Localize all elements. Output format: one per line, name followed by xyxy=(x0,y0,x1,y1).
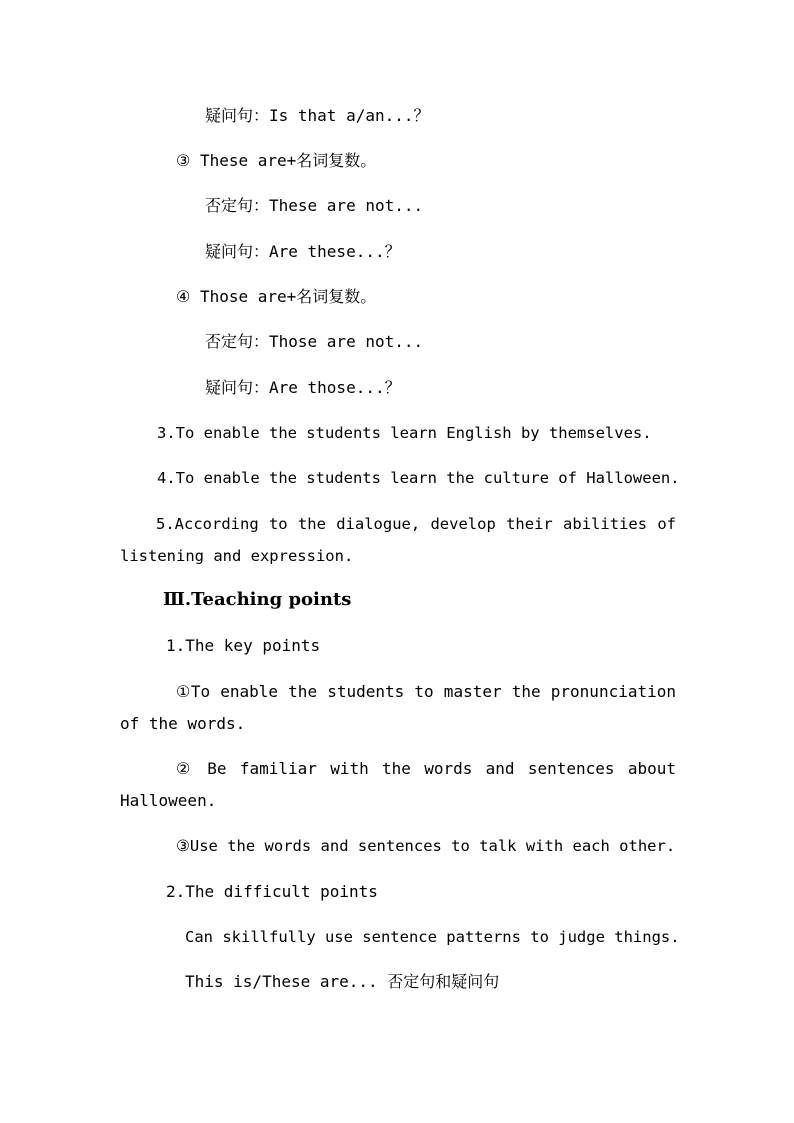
difficult-points-label: 2.The difficult points xyxy=(166,882,378,901)
rule-those-are: ④ Those are+名词复数。 xyxy=(176,287,377,306)
objective-3: 3.To enable the students learn English by themselves. xyxy=(157,424,652,442)
negative-form-these: 否定句：These are not... xyxy=(205,196,424,215)
question-form-these: 疑问句：Are these...？ xyxy=(205,242,401,261)
objective-4: 4.To enable the students learn the culture of Halloween. xyxy=(157,469,680,487)
rule-these-are: ③ These are+名词复数。 xyxy=(176,151,377,170)
key-point-1: ①To enable the students to master the pronunciation of the words. xyxy=(120,682,676,733)
key-point-2: ② Be familiar with the words and sentences about Halloween. xyxy=(120,759,676,810)
difficult-point-1: Can skillfully use sentence patterns to judge things. xyxy=(185,928,680,946)
section-heading-teaching-points: Ⅲ.Teaching points xyxy=(163,589,352,610)
question-form-those: 疑问句：Are those...？ xyxy=(205,378,401,397)
key-point-3: ③Use the words and sentences to talk with each other. xyxy=(176,837,676,855)
difficult-point-2: This is/These are... 否定句和疑问句 xyxy=(185,972,500,991)
objective-5: 5.According to the dialogue, develop their abilities of listening and expression. xyxy=(120,515,676,565)
negative-form-those: 否定句：Those are not... xyxy=(205,332,424,351)
key-points-label: 1.The key points xyxy=(166,636,321,655)
question-form-that: 疑问句：Is that a/an...？ xyxy=(205,106,430,125)
